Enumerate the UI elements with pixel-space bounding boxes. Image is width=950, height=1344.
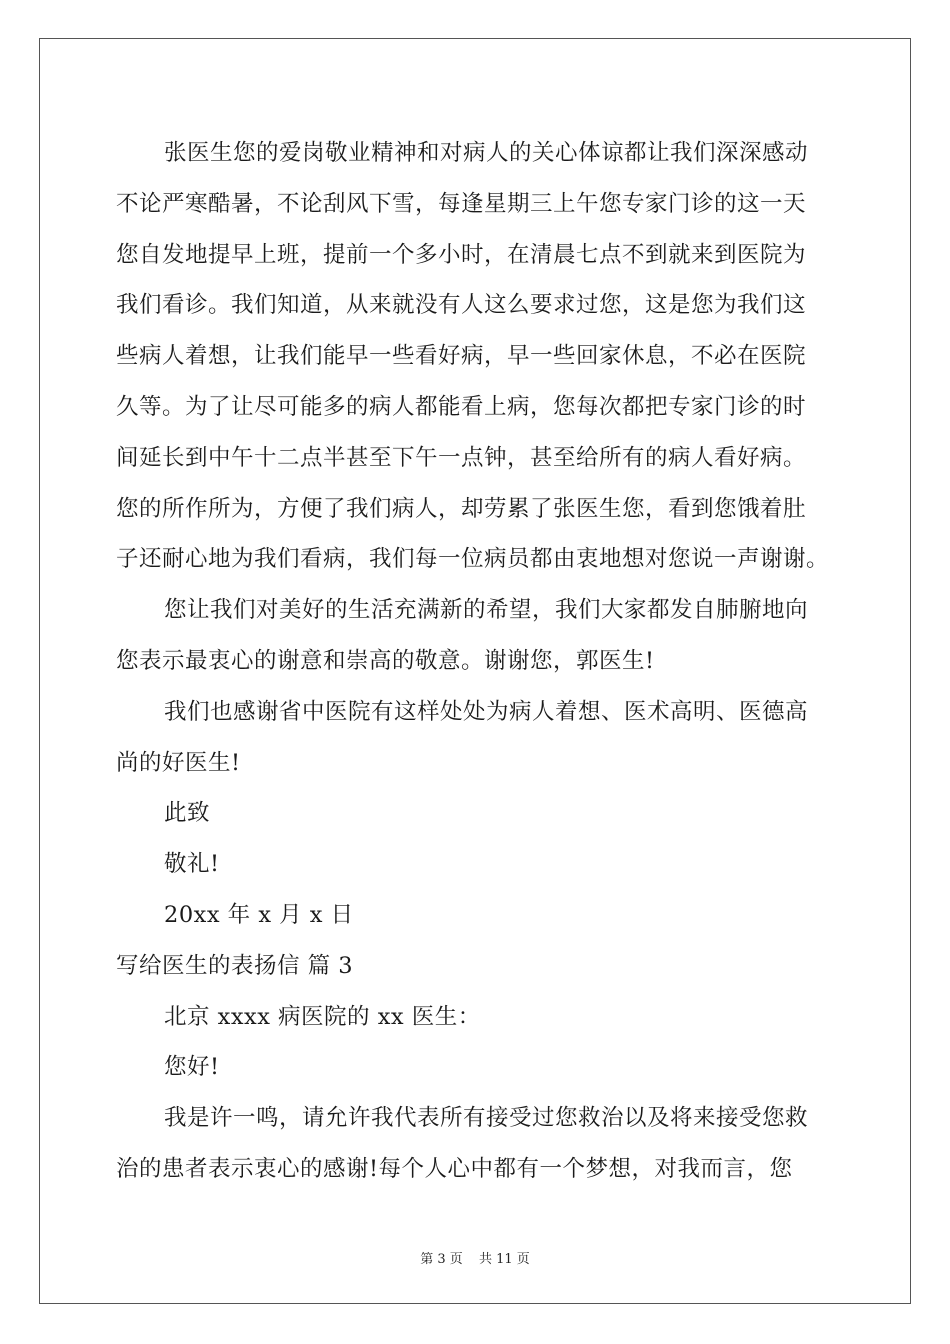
paragraph bbox=[116, 687, 836, 789]
text-line: 治的患者表示衷心的感谢!每个人心中都有一个梦想，对我而言，您 bbox=[116, 1155, 793, 1182]
paragraph bbox=[116, 1093, 836, 1195]
text-line: 敬礼! bbox=[164, 851, 220, 878]
page-number: 第 3 页 bbox=[420, 1252, 463, 1267]
text-line: 我是许一鸣，请允许我代表所有接受过您救治以及将来接受您救 bbox=[164, 1105, 809, 1132]
text-line: 我们也感谢省中医院有这样处处为病人着想、医术高明、医德高 bbox=[164, 698, 809, 725]
text-line: 子还耐心地为我们看病，我们每一位病员都由衷地想对您说一声谢谢。 bbox=[116, 546, 830, 573]
text-line: 不论严寒酷暑，不论刮风下雪，每逢星期三上午您专家门诊的这一天 bbox=[116, 190, 807, 217]
text-line: 我们看诊。我们知道，从来就没有人这么要求过您，这是您为我们这 bbox=[116, 292, 807, 319]
text-line: 北京 xxxx 病医院的 xx 医生： bbox=[164, 1003, 481, 1030]
text-line: 张医生您的爱岗敬业精神和对病人的关心体谅都让我们深深感动 bbox=[164, 140, 809, 166]
paragraph bbox=[116, 585, 836, 687]
letter-part-2 bbox=[116, 992, 836, 1195]
page-footer bbox=[0, 1248, 950, 1267]
text-line: 些病人着想，让我们能早一些看好病，早一些回家休息，不必在医院 bbox=[116, 343, 807, 370]
page-total: 共 11 页 bbox=[478, 1252, 530, 1267]
text-line: 您表示最衷心的谢意和崇高的敬意。谢谢您，郭医生! bbox=[116, 647, 655, 674]
text-line: 久等。为了让尽可能多的病人都能看上病，您每次都把专家门诊的时 bbox=[116, 393, 807, 420]
text-line: 20xx 年 x 月 x 日 bbox=[164, 901, 354, 928]
paragraph bbox=[116, 992, 836, 1043]
text-line: 此致 bbox=[164, 800, 211, 827]
text-line: 尚的好医生! bbox=[116, 749, 241, 776]
section-heading: 写给医生的表扬信 篇 3 bbox=[116, 952, 354, 979]
paragraph bbox=[116, 890, 836, 941]
paragraph bbox=[116, 839, 836, 890]
paragraph bbox=[116, 128, 836, 585]
paragraph bbox=[116, 788, 836, 839]
text-line: 您好! bbox=[164, 1054, 220, 1081]
text-line: 您的所作所为，方便了我们病人，却劳累了张医生您，看到您饿着肚 bbox=[116, 495, 807, 522]
text-line: 您让我们对美好的生活充满新的希望，我们大家都发自肺腑地向 bbox=[164, 597, 809, 624]
text-line: 间延长到中午十二点半甚至下午一点钟，甚至给所有的病人看好病。 bbox=[116, 444, 807, 471]
document-body bbox=[116, 128, 836, 1195]
paragraph bbox=[116, 1042, 836, 1093]
letter-part-1 bbox=[116, 128, 836, 941]
text-line: 您自发地提早上班，提前一个多小时，在清晨七点不到就来到医院为 bbox=[116, 241, 807, 268]
